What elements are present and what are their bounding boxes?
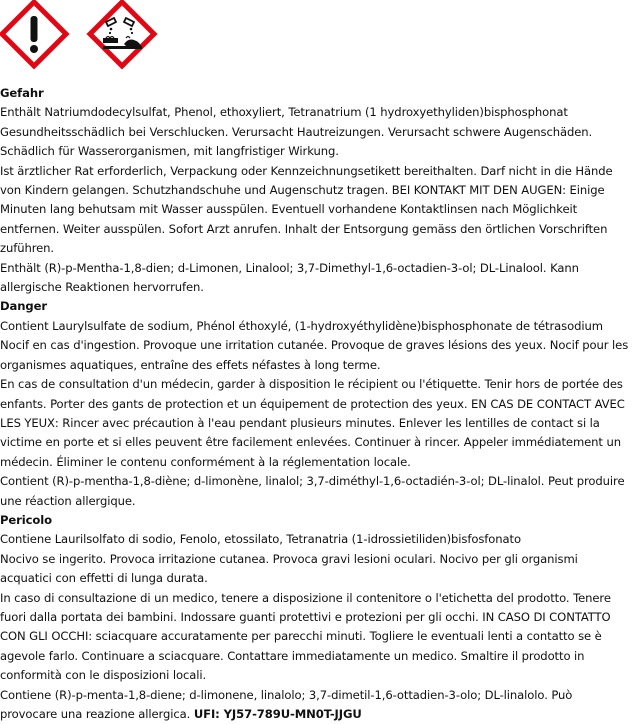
paragraph: Enthält Natriumdodecylsulfat, Phenol, ethoxyliert, Tetranatrium (1 hydroxyethyliden)bisphosphonat [0, 105, 568, 120]
section-title-danger: Danger [0, 299, 47, 314]
paragraph: In caso di consultazione di un medico, tenere a disposizione il contenitore o l'etichetta del prodotto. Tenere fuori dalla portata dei bambini. Indossare guanti protettivi e protezioni per gli occhi. IN CASO DI CONTATTO CON GLI OCCHI: sciacquare accuratamente per parecchi minuti. Togliere le eventuali lenti a contatto se è agevole farlo. Continuare a sciacquare. Contattare immediatamente un medico. Smaltire il prodotto in conformità con le disposizioni locali. [0, 590, 611, 683]
hazard-statements [0, 84, 633, 724]
paragraph: Contient (R)-p-mentha-1,8-diène; d-limonène, linalol; 3,7-diméthyl-1,6-octadién-3-ol; DL-linalol. Peut produire une réaction allergique. [0, 474, 625, 508]
section-title-pericolo: Pericolo [0, 512, 53, 527]
paragraph: En cas de consultation d'un médecin, garder à disposition le récipient ou l'étiquette. Tenir hors de portée des enfants. Porter des gants de protection et un équipement de protection des yeux. EN CAS DE CONTACT AVEC LES YEUX: Rincer avec précaution à l'eau pendant plusieurs minutes. Enlever les lentilles de contact si la victime en porte et si elles peuvent être facilement enlevées. Continuer à rincer. Appeler immédiatement un médecin. Éliminer le contenu conformément à la réglementation locale. [0, 377, 625, 469]
paragraph: Ist ärztlicher Rat erforderlich, Verpackung oder Kennzeichnungsetikett bereithalten. Darf nicht in die Hände von Kindern gelangen. Schutzhandschuhe und Augenschutz tragen. BEI KONTAKT MIT DEN AUGEN: Einige Minuten lang behutsam mit Wasser ausspülen. Eventuell vorhandene Kontaktlinsen nach Möglichkeit entfernen. Weiter ausspülen. Sofort Arzt anrufen. Inhalt der Entsorgung gemäss den örtlichen Vorschriften zuführen. [0, 163, 613, 256]
ufi-code: UFI: YJ57-789U-MN0T-JJGU [193, 707, 362, 721]
corrosion-icon [86, 0, 158, 70]
section-title-gefahr: Gefahr [0, 86, 44, 100]
paragraph: Contient Laurylsulfate de sodium, Phénol éthoxylé, (1-hydroxyéthylidène)bisphosphonate de tétrasodium [0, 318, 603, 333]
paragraph: Gesundheitsschädlich bei Verschlucken. Verursacht Hautreizungen. Verursacht schwere Augenschäden. Schädlich für Wasserorganismen, mit langfristiger Wirkung. [0, 124, 593, 159]
paragraph: Nocif en cas d'ingestion. Provoque une irritation cutanée. Provoque de graves lésions des yeux. Nocif pour les organismes aquatiques, entraîne des effets néfastes à long terme. [0, 338, 629, 372]
paragraph: Enthält (R)-p-Mentha-1,8-dien; d-Limonen, Linalool; 3,7-Dimethyl-1,6-octadien-3-ol; DL-Linalool. Kann allergische Reaktionen hervorrufen. [0, 260, 579, 295]
paragraph: Contiene (R)-p-menta-1,8-diene; d-limonene, linalolo; 3,7-dimetil-1,6-ottadien-3-olo; DL-linalolo. Può provocare una reazione allergica. [0, 687, 573, 721]
paragraph: Nocivo se ingerito. Provoca irritazione cutanea. Provoca gravi lesioni oculari. Nocivo per gli organismi acquatici con effetti di lunga durata. [0, 551, 578, 586]
paragraph-with-ufi [0, 686, 633, 724]
paragraph: Contiene Laurilsolfato di sodio, Fenolo, etossilato, Tetranatria (1-idrossietiliden)bisfosfonato [0, 532, 521, 547]
exclamation-mark-icon [0, 0, 70, 70]
